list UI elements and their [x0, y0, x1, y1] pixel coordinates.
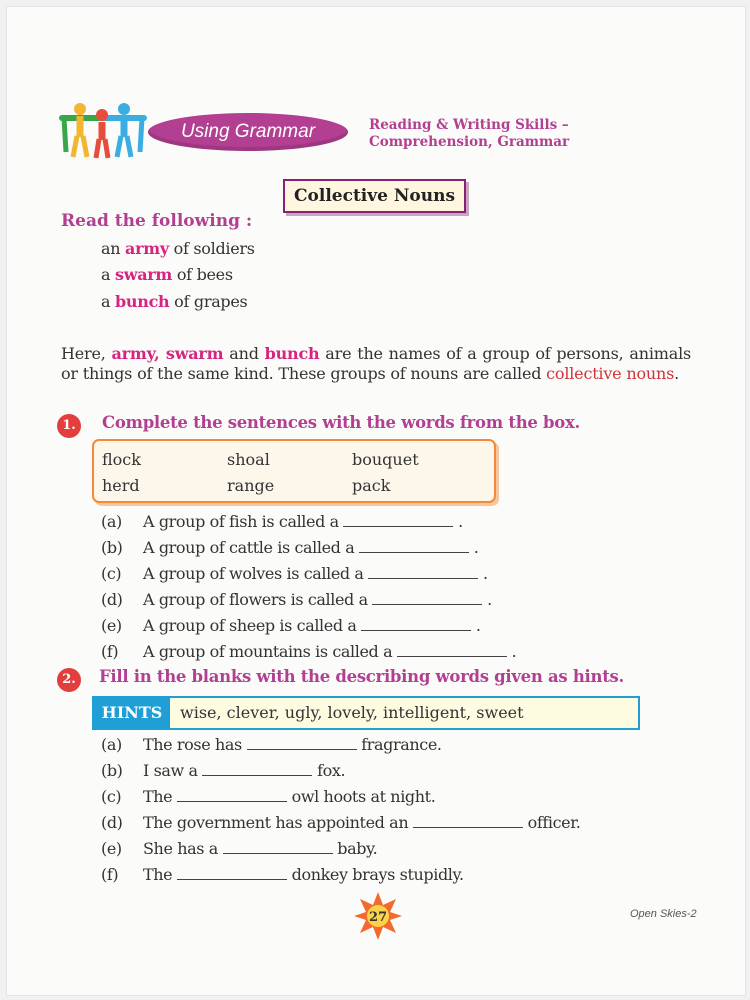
answer-blank[interactable] [177, 865, 287, 880]
answer-blank[interactable] [359, 538, 469, 553]
page-number: 27 [368, 910, 388, 925]
explanation-paragraph: Here, army, swarm and bunch are the names of a group of persons, animals or things of the same kind. These groups of nouns are called collective nouns. [61, 344, 692, 383]
answer-blank[interactable] [202, 761, 312, 776]
list-item: (a) A group of fish is called a . [101, 512, 463, 531]
list-item: (b) I saw a fox. [101, 761, 346, 780]
list-item: (c) The owl hoots at night. [101, 787, 436, 806]
list-item: (d) The government has appointed an officer. [101, 813, 581, 832]
skills-label: Reading & Writing Skills – Comprehension, Grammar [369, 117, 570, 150]
answer-blank[interactable] [223, 839, 333, 854]
word-option: shoal [227, 450, 270, 469]
children-group-logo-icon [58, 102, 150, 160]
answer-blank[interactable] [372, 590, 482, 605]
word-option: bouquet [352, 450, 419, 469]
book-title-footer: Open Skies-2 [630, 908, 697, 920]
answer-blank[interactable] [413, 813, 523, 828]
answer-blank[interactable] [247, 735, 357, 750]
hints-box [92, 696, 640, 730]
list-item: (e) She has a baby. [101, 839, 378, 858]
answer-blank[interactable] [368, 564, 478, 579]
word-option: range [227, 476, 275, 495]
word-option: pack [352, 476, 391, 495]
example-line: a bunch of grapes [101, 292, 248, 311]
example-line: a swarm of bees [101, 265, 233, 284]
word-option: herd [102, 476, 140, 495]
hints-label: HINTS [94, 698, 170, 728]
page-number-badge [353, 891, 403, 941]
word-box [92, 439, 496, 503]
list-item: (f) The donkey brays stupidly. [101, 865, 464, 884]
question-number-badge: 2. [57, 668, 81, 692]
list-item: (b) A group of cattle is called a . [101, 538, 479, 557]
word-option: flock [102, 450, 141, 469]
list-item: (a) The rose has fragrance. [101, 735, 442, 754]
list-item: (e) A group of sheep is called a . [101, 616, 481, 635]
hints-text: wise, clever, ugly, lovely, intelligent, sweet [180, 703, 524, 722]
list-item: (d) A group of flowers is called a . [101, 590, 492, 609]
list-item: (f) A group of mountains is called a . [101, 642, 517, 661]
list-item: (c) A group of wolves is called a . [101, 564, 488, 583]
answer-blank[interactable] [361, 616, 471, 631]
read-heading: Read the following : [61, 211, 253, 231]
answer-blank[interactable] [343, 512, 453, 527]
question-2-heading: Fill in the blanks with the describing words given as hints. [99, 667, 624, 686]
question-number-badge: 1. [57, 414, 81, 438]
question-1-heading: Complete the sentences with the words from the box. [102, 413, 580, 432]
answer-blank[interactable] [397, 642, 507, 657]
section-banner: Using Grammar [148, 113, 348, 151]
answer-blank[interactable] [177, 787, 287, 802]
example-line: an army of soldiers [101, 239, 255, 258]
page-title: Collective Nouns [283, 179, 466, 213]
